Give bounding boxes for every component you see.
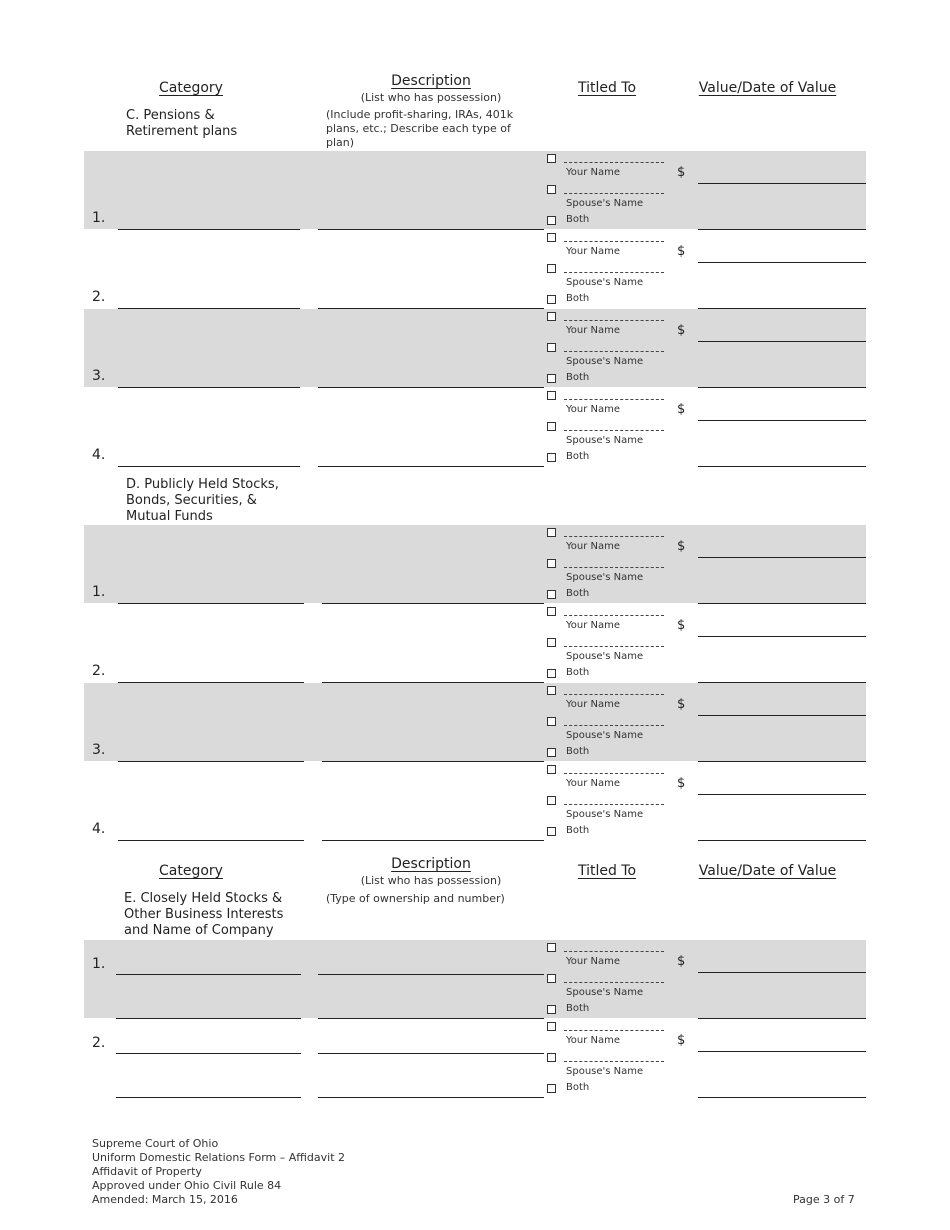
section-d-row-4-date-field[interactable] bbox=[698, 840, 866, 841]
section-c-row-3-your-name-blank[interactable] bbox=[564, 320, 664, 321]
category-header: Category bbox=[159, 80, 223, 96]
section-c-title bbox=[126, 108, 237, 140]
section-c-note-line3: plan) bbox=[326, 136, 355, 149]
section-e-title-line3: and Name of Company bbox=[124, 923, 274, 938]
section-d-row-1-date-field[interactable] bbox=[698, 603, 866, 604]
section-c-row-1-category-field[interactable] bbox=[118, 229, 300, 230]
footer-line5: Amended: March 15, 2016 bbox=[92, 1193, 238, 1206]
section-e-row-1-number: 1. bbox=[92, 956, 106, 972]
section-d-row-4-description-field[interactable] bbox=[322, 840, 544, 841]
section-d-row-3-both-checkbox[interactable] bbox=[547, 748, 556, 757]
footer-line2: Uniform Domestic Relations Form – Affidavit 2 bbox=[92, 1151, 346, 1164]
section-c-row-4-spouse-name-label: Spouse's Name bbox=[566, 435, 644, 446]
section-d-row-1-value-field[interactable] bbox=[698, 557, 866, 558]
section-e-row-1-description-field[interactable] bbox=[318, 974, 544, 975]
section-c-row-1-dollar-sign: $ bbox=[677, 165, 686, 180]
section-e-row-2-your-name-blank[interactable] bbox=[564, 1030, 664, 1031]
section-e-row-2-category-field-1[interactable] bbox=[116, 1097, 301, 1098]
section-c-row-3-spouse-name-label: Spouse's Name bbox=[566, 356, 644, 367]
section-c-row-3-dollar-sign: $ bbox=[677, 323, 686, 338]
section-d-row-4-value-field[interactable] bbox=[698, 794, 866, 795]
section-e-row-2-date-field[interactable] bbox=[698, 1097, 866, 1098]
section-d-row-4-both-label: Both bbox=[566, 825, 590, 836]
section-d-row-4-your-name-blank[interactable] bbox=[564, 773, 664, 774]
section-e-row-1-category-field-1[interactable] bbox=[116, 1018, 301, 1019]
section-e-row-2-spouse-name-blank[interactable] bbox=[564, 1061, 664, 1062]
section-c-row-4-spouse-name-checkbox[interactable] bbox=[547, 422, 556, 431]
section-c-row-3-value-field[interactable] bbox=[698, 341, 866, 342]
section-d-row-3-dollar-sign: $ bbox=[677, 697, 686, 712]
section-e-row-1-value-field[interactable] bbox=[698, 972, 866, 973]
section-e-title bbox=[124, 891, 283, 939]
section-c-row-2-spouse-name-checkbox[interactable] bbox=[547, 264, 556, 273]
section-e-row-1-dollar-sign: $ bbox=[677, 954, 686, 969]
section-c-row-1-both-checkbox[interactable] bbox=[547, 216, 556, 225]
section-e-title-line2: Other Business Interests bbox=[124, 907, 284, 922]
value-header-2: Value/Date of Value bbox=[698, 863, 837, 879]
section-d-row-4-spouse-name-checkbox[interactable] bbox=[547, 796, 556, 805]
section-c-row-1-both-label: Both bbox=[566, 214, 590, 225]
section-d-row-1-band bbox=[84, 525, 866, 603]
section-e-row-2-both-label: Both bbox=[566, 1082, 590, 1093]
section-d-title-line2: Bonds, Securities, & bbox=[126, 493, 257, 508]
section-d-row-2-value-field[interactable] bbox=[698, 636, 866, 637]
section-c-row-3-your-name-label: Your Name bbox=[566, 325, 621, 336]
titled-to-header-2: Titled To bbox=[577, 863, 637, 879]
section-c-row-3-both-checkbox[interactable] bbox=[547, 374, 556, 383]
section-c-row-1-spouse-name-label: Spouse's Name bbox=[566, 198, 644, 209]
section-e-row-2-category-field[interactable] bbox=[116, 1053, 301, 1054]
footer-line3: Affidavit of Property bbox=[92, 1165, 202, 1178]
section-e-row-2-value-field[interactable] bbox=[698, 1051, 866, 1052]
titled-to-header: Titled To bbox=[577, 80, 637, 96]
section-c-row-4-your-name-label: Your Name bbox=[566, 404, 621, 415]
section-e-row-1-both-checkbox[interactable] bbox=[547, 1005, 556, 1014]
description-header-2: Description bbox=[391, 856, 471, 872]
section-d-row-2-spouse-name-label: Spouse's Name bbox=[566, 651, 644, 662]
section-d-row-1-your-name-checkbox[interactable] bbox=[547, 528, 556, 537]
section-d-row-1-spouse-name-checkbox[interactable] bbox=[547, 559, 556, 568]
section-c-row-4-category-field[interactable] bbox=[118, 466, 300, 467]
footer-line4: Approved under Ohio Civil Rule 84 bbox=[92, 1179, 282, 1192]
section-e-row-2-your-name-label: Your Name bbox=[566, 1035, 621, 1046]
description-header: Description bbox=[391, 73, 471, 89]
section-d-row-1-dollar-sign: $ bbox=[677, 539, 686, 554]
section-d-row-3-description-field[interactable] bbox=[322, 761, 544, 762]
section-c-row-3-spouse-name-checkbox[interactable] bbox=[547, 343, 556, 352]
section-d-row-4-spouse-name-blank[interactable] bbox=[564, 804, 664, 805]
section-c-row-3-number: 3. bbox=[92, 368, 106, 384]
section-c-row-3-category-field[interactable] bbox=[118, 387, 300, 388]
section-d-row-4-spouse-name-label: Spouse's Name bbox=[566, 809, 644, 820]
description-subheader-2: (List who has possession) bbox=[360, 874, 502, 887]
section-c-row-4-both-checkbox[interactable] bbox=[547, 453, 556, 462]
section-d-row-1-number: 1. bbox=[92, 584, 106, 600]
section-d-row-1-your-name-blank[interactable] bbox=[564, 536, 664, 537]
section-d-row-1-both-checkbox[interactable] bbox=[547, 590, 556, 599]
section-e-description-note: (Type of ownership and number) bbox=[326, 892, 505, 905]
section-c-row-1-your-name-blank[interactable] bbox=[564, 162, 664, 163]
section-c-row-2-number: 2. bbox=[92, 289, 106, 305]
section-c-row-2-your-name-blank[interactable] bbox=[564, 241, 664, 242]
section-d-row-4-dollar-sign: $ bbox=[677, 776, 686, 791]
section-c-row-2-value-field[interactable] bbox=[698, 262, 866, 263]
section-d-row-1-description-field[interactable] bbox=[322, 603, 544, 604]
section-d-row-1-spouse-name-blank[interactable] bbox=[564, 567, 664, 568]
section-d-row-1-category-field[interactable] bbox=[118, 603, 304, 604]
section-d-row-2-your-name-blank[interactable] bbox=[564, 615, 664, 616]
section-d-row-3-spouse-name-label: Spouse's Name bbox=[566, 730, 644, 741]
section-d-row-2-your-name-checkbox[interactable] bbox=[547, 607, 556, 616]
section-d-row-4-category-field[interactable] bbox=[118, 840, 304, 841]
section-e-row-1-both-label: Both bbox=[566, 1003, 590, 1014]
section-d-row-2-both-checkbox[interactable] bbox=[547, 669, 556, 678]
section-d-row-4-number: 4. bbox=[92, 821, 106, 837]
section-d-row-4-both-checkbox[interactable] bbox=[547, 827, 556, 836]
section-d-row-3-category-field[interactable] bbox=[118, 761, 304, 762]
section-c-row-2-both-label: Both bbox=[566, 293, 590, 304]
section-e-title-line1: E. Closely Held Stocks & bbox=[124, 891, 283, 906]
section-d-row-4-your-name-label: Your Name bbox=[566, 778, 621, 789]
description-subheader: (List who has possession) bbox=[360, 91, 502, 104]
section-c-row-1-band bbox=[84, 151, 866, 229]
section-e-row-1-spouse-name-checkbox[interactable] bbox=[547, 974, 556, 983]
section-e-row-1-your-name-checkbox[interactable] bbox=[547, 943, 556, 952]
section-c-row-3-date-field[interactable] bbox=[698, 387, 866, 388]
section-d-row-2-spouse-name-checkbox[interactable] bbox=[547, 638, 556, 647]
section-d-row-3-your-name-blank[interactable] bbox=[564, 694, 664, 695]
section-d-row-3-date-field[interactable] bbox=[698, 761, 866, 762]
page-number: Page 3 of 7 bbox=[793, 1193, 855, 1206]
section-c-row-3-band bbox=[84, 309, 866, 387]
section-d-row-3-value-field[interactable] bbox=[698, 715, 866, 716]
section-c-row-4-description-field[interactable] bbox=[318, 466, 544, 467]
section-c-row-2-spouse-name-label: Spouse's Name bbox=[566, 277, 644, 288]
section-c-row-1-value-field[interactable] bbox=[698, 183, 866, 184]
section-e-row-2-description-field[interactable] bbox=[318, 1053, 544, 1054]
section-e-row-1-your-name-blank[interactable] bbox=[564, 951, 664, 952]
section-d-row-3-spouse-name-blank[interactable] bbox=[564, 725, 664, 726]
section-c-row-1-date-field[interactable] bbox=[698, 229, 866, 230]
section-c-row-3-your-name-checkbox[interactable] bbox=[547, 312, 556, 321]
footer-line1: Supreme Court of Ohio bbox=[92, 1137, 219, 1150]
section-d-row-1-both-label: Both bbox=[566, 588, 590, 599]
section-c-row-4-value-field[interactable] bbox=[698, 420, 866, 421]
section-e-row-1-description-field-1[interactable] bbox=[318, 1018, 544, 1019]
section-d-title-line3: Mutual Funds bbox=[126, 509, 213, 524]
section-c-row-2-spouse-name-blank[interactable] bbox=[564, 272, 664, 273]
section-d-row-2-your-name-label: Your Name bbox=[566, 620, 621, 631]
section-e-row-2-your-name-checkbox[interactable] bbox=[547, 1022, 556, 1031]
section-e-row-2-spouse-name-label: Spouse's Name bbox=[566, 1066, 644, 1077]
section-d-row-3-spouse-name-checkbox[interactable] bbox=[547, 717, 556, 726]
section-d-row-1-your-name-label: Your Name bbox=[566, 541, 621, 552]
section-c-note-line1: (Include profit-sharing, IRAs, 401k bbox=[326, 108, 514, 121]
section-c-row-4-your-name-blank[interactable] bbox=[564, 399, 664, 400]
section-d-title-line1: D. Publicly Held Stocks, bbox=[126, 477, 279, 492]
section-c-row-4-number: 4. bbox=[92, 447, 106, 463]
section-d-row-3-band bbox=[84, 683, 866, 761]
section-d-row-3-your-name-label: Your Name bbox=[566, 699, 621, 710]
section-c-row-1-number: 1. bbox=[92, 210, 106, 226]
section-c-row-2-your-name-checkbox[interactable] bbox=[547, 233, 556, 242]
section-c-title-line1: C. Pensions & bbox=[126, 108, 215, 123]
category-header-2: Category bbox=[159, 863, 223, 879]
section-e-row-1-band bbox=[84, 940, 866, 1018]
section-d-row-4-your-name-checkbox[interactable] bbox=[547, 765, 556, 774]
section-d-row-2-number: 2. bbox=[92, 663, 106, 679]
section-e-row-2-dollar-sign: $ bbox=[677, 1033, 686, 1048]
section-c-description-note bbox=[326, 108, 513, 150]
section-d-row-3-both-label: Both bbox=[566, 746, 590, 757]
value-header: Value/Date of Value bbox=[698, 80, 837, 96]
section-e-row-1-spouse-name-label: Spouse's Name bbox=[566, 987, 644, 998]
section-c-row-1-your-name-label: Your Name bbox=[566, 167, 621, 178]
section-c-note-line2: plans, etc.; Describe each type of bbox=[326, 122, 511, 135]
section-c-row-4-both-label: Both bbox=[566, 451, 590, 462]
section-c-row-3-description-field[interactable] bbox=[318, 387, 544, 388]
section-c-row-1-description-field[interactable] bbox=[318, 229, 544, 230]
section-e-row-2-both-checkbox[interactable] bbox=[547, 1084, 556, 1093]
section-d-row-3-your-name-checkbox[interactable] bbox=[547, 686, 556, 695]
section-e-row-2-number: 2. bbox=[92, 1035, 106, 1051]
section-d-row-2-both-label: Both bbox=[566, 667, 590, 678]
section-e-row-1-spouse-name-blank[interactable] bbox=[564, 982, 664, 983]
section-c-row-2-both-checkbox[interactable] bbox=[547, 295, 556, 304]
section-c-row-1-spouse-name-blank[interactable] bbox=[564, 193, 664, 194]
section-c-row-2-your-name-label: Your Name bbox=[566, 246, 621, 257]
section-c-row-1-your-name-checkbox[interactable] bbox=[547, 154, 556, 163]
section-d-row-3-number: 3. bbox=[92, 742, 106, 758]
section-e-row-2-description-field-1[interactable] bbox=[318, 1097, 544, 1098]
section-e-row-1-your-name-label: Your Name bbox=[566, 956, 621, 967]
section-e-row-2-spouse-name-checkbox[interactable] bbox=[547, 1053, 556, 1062]
section-d-row-2-dollar-sign: $ bbox=[677, 618, 686, 633]
section-c-title-line2: Retirement plans bbox=[126, 124, 238, 139]
section-c-row-3-both-label: Both bbox=[566, 372, 590, 383]
section-e-row-1-date-field[interactable] bbox=[698, 1018, 866, 1019]
section-c-row-4-dollar-sign: $ bbox=[677, 402, 686, 417]
footer-info bbox=[92, 1137, 345, 1207]
section-c-row-2-dollar-sign: $ bbox=[677, 244, 686, 259]
section-c-row-4-date-field[interactable] bbox=[698, 466, 866, 467]
section-c-row-3-spouse-name-blank[interactable] bbox=[564, 351, 664, 352]
section-c-row-1-spouse-name-checkbox[interactable] bbox=[547, 185, 556, 194]
section-d-row-2-spouse-name-blank[interactable] bbox=[564, 646, 664, 647]
section-c-row-4-spouse-name-blank[interactable] bbox=[564, 430, 664, 431]
section-d-title bbox=[126, 477, 279, 525]
section-d-row-1-spouse-name-label: Spouse's Name bbox=[566, 572, 644, 583]
section-c-row-4-your-name-checkbox[interactable] bbox=[547, 391, 556, 400]
section-e-row-1-category-field[interactable] bbox=[116, 974, 301, 975]
